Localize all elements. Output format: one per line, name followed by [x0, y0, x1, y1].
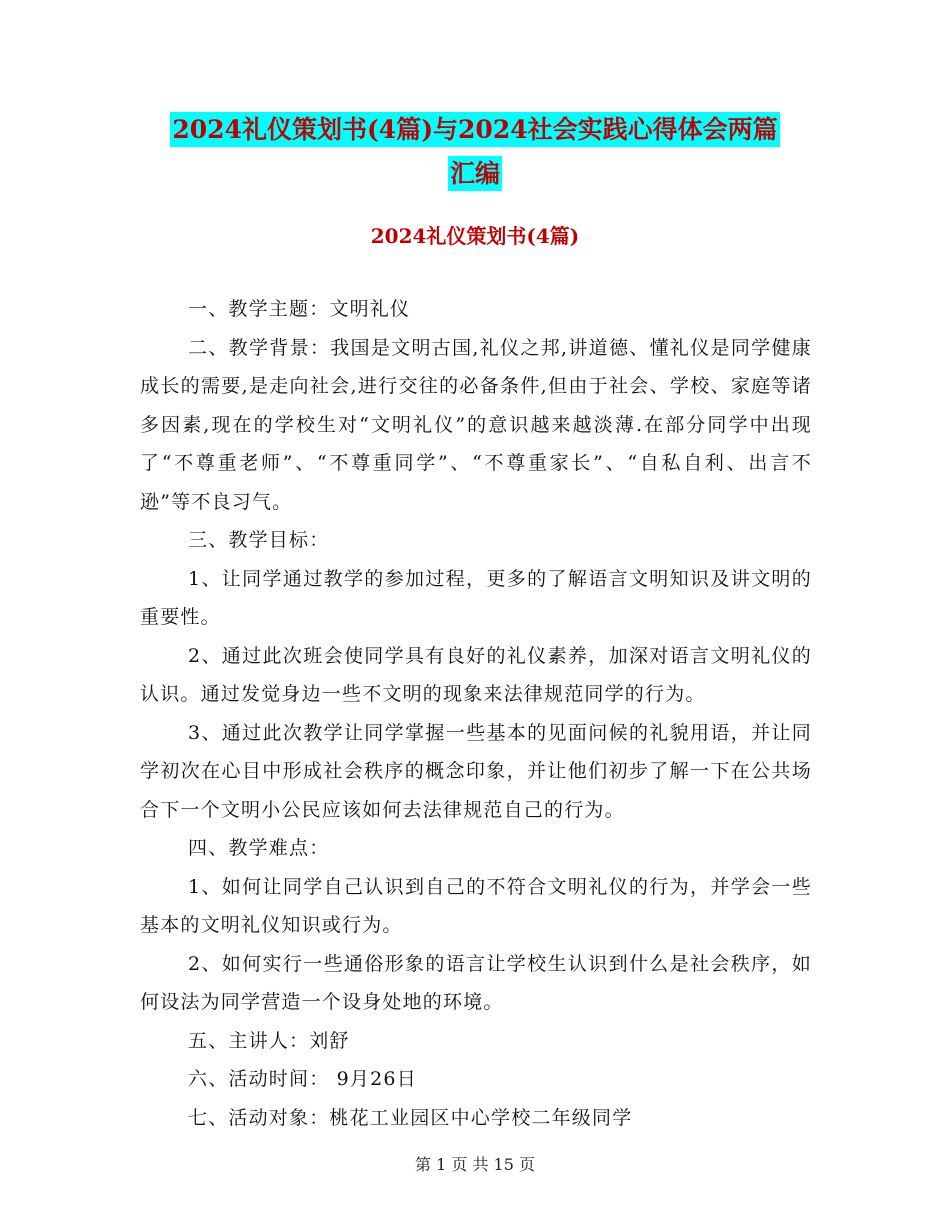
paragraph-difficulty-1: 1、如何让同学自己认识到自己的不符合文明礼仪的行为，并学会一些基本的文明礼仪知识或行为。 — [140, 875, 812, 936]
paragraph-difficulty-2: 2、如何实行一些通俗形象的语言让学校生认识到什么是社会秩序，如何设法为同学营造一个设身处地的环境。 — [140, 952, 812, 1013]
paragraph-goal-3: 3、通过此次教学让同学掌握一些基本的见面问候的礼貌用语，并让同学初次在心目中形成社会秩序的概念印象，并让他们初步了解一下在公共场合下一个文明小公民应该如何去法律规范自己的行为。 — [140, 721, 812, 821]
paragraph-difficulties-heading: 四、教学难点： — [188, 837, 330, 859]
paragraph-speaker: 五、主讲人：刘舒 — [188, 1029, 350, 1052]
paragraph-teaching-goals-heading: 三、教学目标： — [188, 529, 330, 551]
paragraph-teaching-background: 二、教学背景：我国是文明古国,礼仪之邦,讲道德、懂礼仪是同学健康成长的需要,是走向社会,进行交往的必备条件,但由于社会、学校、家庭等诸多因素,现在的学校生对“文明礼仪”的意识越来越淡薄.在部分同学中出现了“不尊重老师”、“不尊重同学”、“不尊重家长”、“自私自利、出言不逊”等不良习气。 — [140, 336, 812, 513]
document-title-line-1: 2024礼仪策划书(4篇)与2024社会实践心得体会两篇 — [170, 112, 779, 147]
paragraph-goal-1: 1、让同学通过教学的参加过程，更多的了解语言文明知识及讲文明的重要性。 — [140, 567, 812, 628]
paragraph-activity-time: 六、活动时间： 9月26日 — [188, 1068, 417, 1090]
page-footer: 第 1 页 共 15 页 — [415, 1155, 535, 1174]
document-body — [140, 290, 812, 1137]
paragraph-goal-2: 2、通过此次班会使同学具有良好的礼仪素养，加深对语言文明礼仪的认识。通过发觉身边一些不文明的现象来法律规范同学的行为。 — [140, 644, 812, 705]
section-title: 2024礼仪策划书(4篇) — [370, 224, 580, 248]
document-title — [140, 108, 810, 196]
paragraph-teaching-theme: 一、教学主题：文明礼仪 — [188, 298, 411, 320]
paragraph-activity-audience: 七、活动对象：桃花工业园区中心学校二年级同学 — [188, 1106, 633, 1129]
document-title-line-2: 汇编 — [448, 156, 502, 191]
